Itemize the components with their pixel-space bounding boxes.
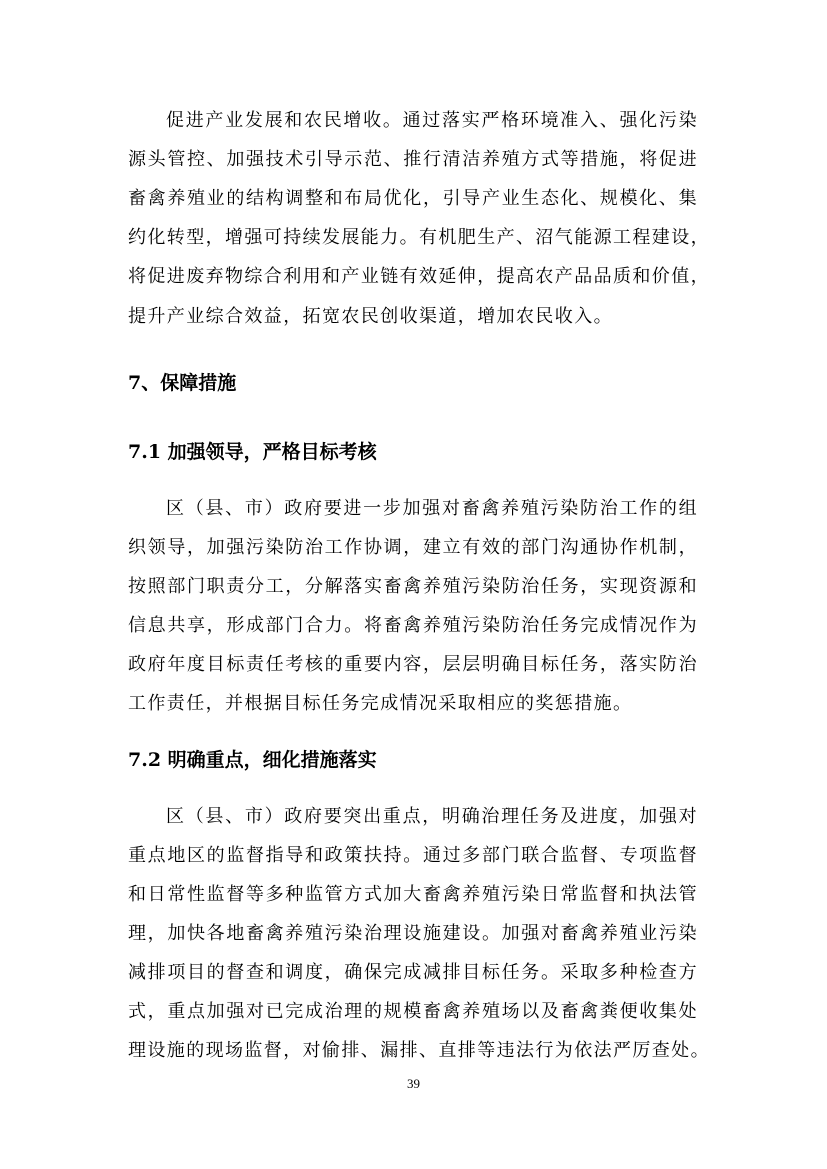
text-line: 信息共享，形成部门合力。将畜禽养殖污染防治任务完成情况作为 xyxy=(128,615,698,636)
text-line: 理设施的现场监督，对偷排、漏排、直排等违法行为依法严厉查处。 xyxy=(128,1040,710,1061)
text-line: 促进产业发展和农民增收。通过落实严格环境准入、强化污染 xyxy=(166,110,698,131)
text-line: 区（县、市）政府要进一步加强对畜禽养殖污染防治工作的组 xyxy=(166,498,698,519)
text-line: 理，加快各地畜禽养殖污染治理设施建设。加强对畜禽养殖业污染 xyxy=(128,923,698,944)
text-line: 提升产业综合效益，拓宽农民创收渠道，增加农民收入。 xyxy=(128,306,613,327)
text-line: 式，重点加强对已完成治理的规模畜禽养殖场以及畜禽粪便收集处 xyxy=(128,1001,698,1022)
text-line: 按照部门职责分工，分解落实畜禽养殖污染防治任务，实现资源和 xyxy=(128,576,698,597)
text-line: 约化转型，增强可持续发展能力。有机肥生产、沼气能源工程建设， xyxy=(128,227,710,248)
text-line: 源头管控、加强技术引导示范、推行清洁养殖方式等措施，将促进 xyxy=(128,149,698,170)
page-number: 39 xyxy=(407,1076,420,1091)
text-line: 将促进废弃物综合利用和产业链有效延伸，提高农产品品质和价值， xyxy=(128,266,710,287)
text-line: 区（县、市）政府要突出重点，明确治理任务及进度，加强对 xyxy=(166,806,698,827)
text-line: 政府年度目标责任考核的重要内容，层层明确目标任务，落实防治 xyxy=(128,654,698,675)
text-line: 织领导，加强污染防治工作协调，建立有效的部门沟通协作机制， xyxy=(128,537,698,558)
subsection-heading-7-1: 7.1 加强领导，严格目标考核 xyxy=(128,441,377,463)
text-line: 工作责任，并根据目标任务完成情况采取相应的奖惩措施。 xyxy=(128,693,633,714)
text-line: 和日常性监督等多种监管方式加大畜禽养殖污染日常监督和执法管 xyxy=(128,884,698,905)
text-line: 重点地区的监督指导和政策扶持。通过多部门联合监督、专项监督 xyxy=(128,845,698,866)
section-heading: 7、保障措施 xyxy=(128,372,237,394)
text-line: 畜禽养殖业的结构调整和布局优化，引导产业生态化、规模化、集 xyxy=(128,188,698,209)
text-line: 减排项目的督查和调度，确保完成减排目标任务。采取多种检查方 xyxy=(128,962,698,983)
subsection-heading-7-2: 7.2 明确重点，细化措施落实 xyxy=(128,749,377,771)
